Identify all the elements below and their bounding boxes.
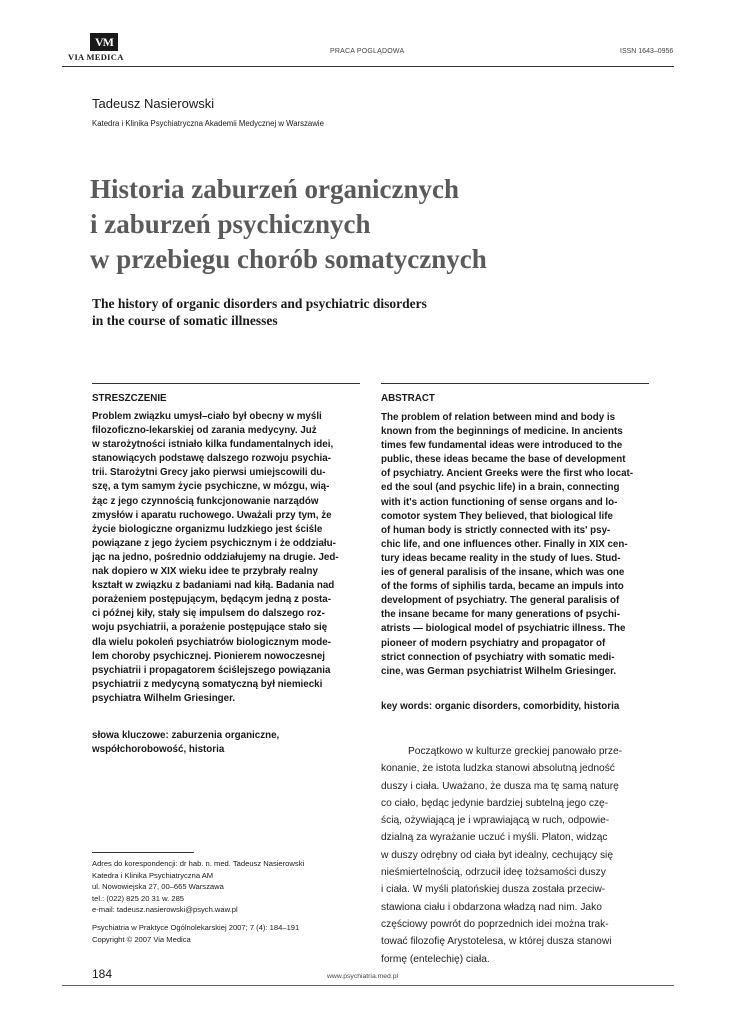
keywords-pl-line: słowa kluczowe: zaburzenia organiczne, (92, 730, 280, 741)
streszczenie-text (92, 410, 360, 706)
streszczenie-line: psychiatrii z medycyną somatyczną był niemiecki (92, 678, 323, 690)
abstract-line: comotor system They believed, that biological life (381, 510, 613, 522)
streszczenie-line: jąc na jedno, pośrednio oddziałujemy na drugie. Jed- (92, 551, 339, 563)
intro-paragraph (381, 743, 643, 968)
keywords-pl (92, 729, 360, 757)
streszczenie-line: psychiatrii i propagatorem ściślejszego powiązania (92, 664, 331, 676)
abstract-line: pioneer of modern psychiatry and propagator of (381, 637, 606, 649)
intro-line: stawiona ciału i obdarzona władzą nad nim. Jako (381, 901, 602, 913)
correspondence-line: Adres do korespondencji: dr hab. n. med. Tadeusz Nasierowski (92, 859, 305, 868)
correspondence-line: ul. Nowowiejska 27, 00–665 Warszawa (92, 882, 224, 892)
streszczenie-line: dla wielu pokoleń psychiatrów biologicznym mode- (92, 636, 331, 648)
section-label: PRACA POGLĄDOWA (330, 48, 405, 55)
streszczenie-rule (92, 383, 360, 384)
page-number: 184 (92, 967, 113, 981)
title-en-line: The history of organic disorders and psychiatric disorders (92, 296, 427, 311)
streszczenie-line: ci późnej kiły, stały się impulsem do dalszego roz- (92, 608, 325, 620)
abstract-line: known from the beginnings of medicine. In ancients (381, 426, 623, 438)
citation (92, 922, 299, 945)
abstract-line: of human body is strictly connected with its' psy- (381, 524, 611, 536)
intro-line: w duszy odrębny od ciała byt idealny, cechujący się (381, 849, 613, 861)
intro-line: konanie, że istota ludzka stanowi absolutną jedność (381, 763, 615, 775)
abstract-line: development of psychiatry. The general paralisis of (381, 595, 620, 607)
title-en-line: in the course of somatic illnesses (92, 313, 278, 328)
abstract-heading: ABSTRACT (381, 393, 435, 404)
streszczenie-line: nak dopiero w XIX wieku idee te przybrały realny (92, 566, 318, 578)
journal-website: www.psychiatria.med.pl (327, 973, 399, 980)
abstract-line: with it's action functioning of sense organs and lo- (381, 496, 618, 508)
streszczenie-line: lem choroby psychicznej. Pionierem nowoczesnej (92, 650, 326, 662)
publisher-name: VIA MEDICA (68, 52, 124, 62)
intro-line: Początkowo w kulturze greckiej panowało prze- (408, 746, 623, 757)
citation-line: Copyright © 2007 Via Medica (92, 934, 191, 944)
abstract-line: atrists — biological model of psychiatric illness. The (381, 623, 626, 635)
author-name: Tadeusz Nasierowski (92, 96, 215, 111)
streszczenie-line: kształt w związku z badaniami nad kiłą. Badania nad (92, 580, 335, 592)
title-pl-line: i zaburzeń psychicznych (90, 209, 371, 239)
intro-line: częściowy powrót do poprzednich idei można trak- (381, 918, 609, 930)
streszczenie-line: w starożytności istniało kilka fundamentalnych idei, (92, 439, 334, 451)
abstract-line: of psychiatry. Ancient Greeks were the first who locat- (381, 468, 634, 480)
intro-line: formę (entelechię) ciała. (381, 953, 490, 965)
title-pl-line: Historia zaburzeń organicznych (90, 174, 459, 204)
header-rule (62, 66, 674, 67)
issn: ISSN 1643–0956 (620, 48, 674, 55)
abstract-line: the insane became for many generations of psychi- (381, 609, 621, 621)
streszczenie-line: życie biologiczne organizmu ludzkiego jest ściśle (92, 523, 323, 535)
streszczenie-heading: STRESZCZENIE (92, 393, 167, 404)
intro-line: tować filozofię Arystotelesa, w której dusza stanowi (381, 936, 612, 948)
abstract-text (381, 411, 643, 679)
correspondence-line: e-mail: tadeusz.nasierowski@psych.waw.pl (92, 905, 238, 915)
abstract-rule (381, 383, 649, 384)
citation-line: Psychiatria w Praktyce Ogólnolekarskiej 2007; 7 (4): 184–191 (92, 923, 300, 932)
streszczenie-line: woju psychiatrii, a porażenie postępujące stało się (92, 622, 328, 634)
article-title-pl (90, 172, 690, 277)
intro-line: co ciało, będąc jedynie bardziej subtelną jego czę- (381, 797, 609, 809)
intro-line: duszy i ciała. Uważano, że dusza ma tę samą naturę (381, 780, 619, 792)
streszczenie-line: stanowiących podstawę dalszego rozwoju psychia- (92, 453, 331, 465)
streszczenie-line: Problem związku umysł–ciało był obecny w myśli (92, 411, 322, 422)
article-title-en (92, 295, 692, 329)
abstract-line: public, these ideas became the base of development (381, 454, 626, 466)
title-pl-line: w przebiegu chorób somatycznych (90, 244, 487, 274)
keywords-pl-line: współchorobowość, historia (92, 744, 225, 755)
logo-mark: VM (90, 33, 118, 51)
correspondence-line: Katedra i Klinika Psychiatryczna AM (92, 870, 214, 880)
abstract-line: of the forms of siphilis tarda, became an impuls into (381, 581, 624, 593)
footer-rule (62, 985, 674, 986)
streszczenie-line: psychiatra Wilhelm Griesinger. (92, 692, 236, 704)
abstract-line: ies of general paralisis of the insane, which was one (381, 567, 625, 579)
streszczenie-line: szę, a tym samym życie psychiczne, w mózgu, wią- (92, 481, 330, 493)
streszczenie-line: porażeniem postępującym, będącym jedną z posta- (92, 594, 332, 606)
publisher-logo (62, 33, 144, 65)
author-affiliation: Katedra i Klinika Psychiatryczna Akademii Medycznej w Warszawie (92, 119, 324, 128)
keywords-en: key words: organic disorders, comorbidity, historia (381, 701, 620, 712)
abstract-line: The problem of relation between mind and body is (381, 412, 616, 423)
footnote-rule (92, 852, 194, 853)
abstract-line: strict connection of psychiatry with somatic medi- (381, 651, 615, 663)
correspondence-address (92, 858, 304, 916)
streszczenie-line: żąc z jego czynnością funkcjonowanie narządów (92, 495, 319, 507)
streszczenie-line: filozoficzno-lekarskiej od zarania medycyny. Już (92, 425, 317, 437)
abstract-line: chic life, and one influences other. Finally in XIX cen- (381, 538, 628, 550)
intro-line: i ciała. W myśli platońskiej dusza została przeciw- (381, 884, 606, 896)
correspondence-line: tel.: (022) 825 20 31 w. 285 (92, 893, 185, 903)
abstract-line: tury ideas became reality in the study of lues. Stud- (381, 552, 621, 564)
streszczenie-line: powiązane z jego życiem psychicznym i że oddziału- (92, 537, 336, 549)
intro-line: nieśmiertelnością, odrzucił ideę tożsamości duszy (381, 867, 606, 879)
intro-line: ścią, ożywiającą je i wprawiającą w ruch, odpowie- (381, 815, 610, 827)
streszczenie-line: trii. Starożytni Grecy jako pierwsi umiejscowili du- (92, 467, 326, 479)
intro-line: dzialną za wyrażanie uczuć i myśli. Platon, widząc (381, 832, 608, 844)
abstract-line: cine, was German psychiatrist Wilhelm Griesinger. (381, 665, 617, 677)
streszczenie-line: zmysłów i aparatu ruchowego. Uważali przy tym, że (92, 509, 332, 521)
abstract-line: times few fundamental ideas were introduced to the (381, 440, 623, 452)
abstract-line: ed the soul (and psychic life) in a brain, connecting (381, 482, 620, 494)
